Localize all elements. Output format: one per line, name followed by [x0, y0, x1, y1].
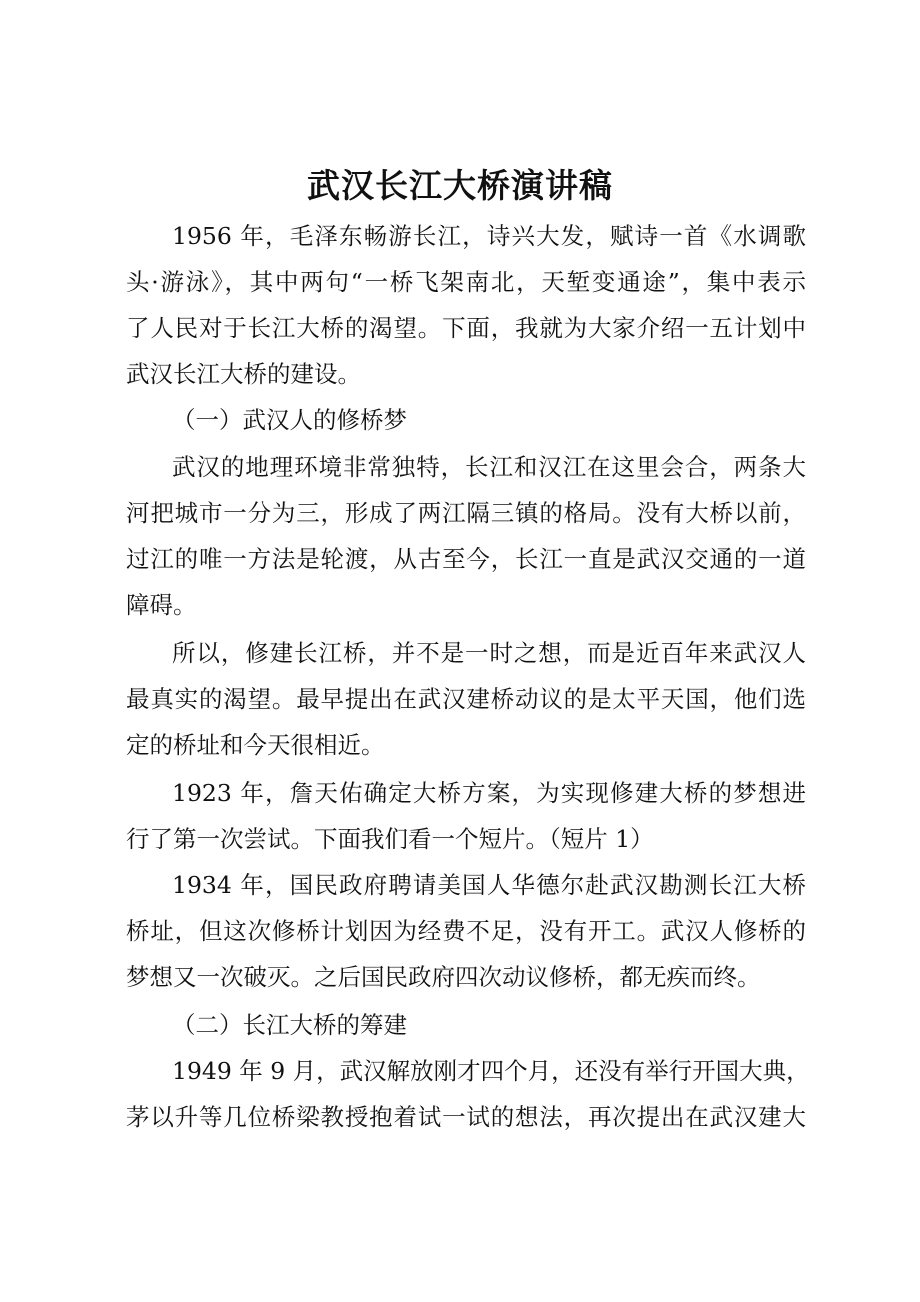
paragraph-line: 1949 年 9 月，武汉解放刚才四个月，还没有举行开国大典，: [172, 1057, 810, 1085]
paragraph-line: 河把城市一分为三，形成了两江隔三镇的格局。没有大桥以前，: [126, 499, 806, 527]
paragraph-line: 过江的唯一方法是轮渡，从古至今，长江一直是武汉交通的一道: [126, 545, 806, 573]
paragraph-line: 桥址，但这次修桥计划因为经费不足，没有开工。武汉人修桥的: [126, 917, 806, 945]
paragraph-line: 最真实的渴望。最早提出在武汉建桥动议的是太平天国，他们选: [126, 685, 806, 713]
paragraph-line: 定的桥址和今天很相近。: [126, 731, 385, 759]
paragraph-line: 障碍。: [126, 591, 197, 619]
paragraph-line: 行了第一次尝试。下面我们看一个短片。（短片 1）: [126, 825, 654, 853]
paragraph-line: 了人民对于长江大桥的渴望。下面，我就为大家介绍一五计划中: [126, 314, 806, 342]
paragraph-line: 武汉的地理环境非常独特，长江和汉江在这里会合，两条大: [172, 453, 806, 481]
paragraph-line: 1934 年，国民政府聘请美国人华德尔赴武汉勘测长江大桥: [172, 871, 806, 899]
paragraph-line: 武汉长江大桥的建设。: [126, 360, 361, 388]
paragraph-line: 所以，修建长江桥，并不是一时之想，而是近百年来武汉人: [172, 639, 806, 667]
paragraph-line: 茅以升等几位桥梁教授抱着试一试的想法，再次提出在武汉建大: [126, 1103, 806, 1131]
section-heading: （二）长江大桥的筹建: [172, 1011, 407, 1039]
document-title: 武汉长江大桥演讲稿: [307, 166, 613, 205]
paragraph-line: 梦想又一次破灭。之后国民政府四次动议修桥，都无疾而终。: [126, 963, 761, 991]
paragraph-line: 1923 年，詹天佑确定大桥方案，为实现修建大桥的梦想进: [172, 779, 806, 807]
section-heading: （一）武汉人的修桥梦: [172, 406, 407, 434]
paragraph-line: 1956 年，毛泽东畅游长江，诗兴大发，赋诗一首《水调歌: [172, 222, 806, 250]
paragraph-line: 头·游泳》，其中两句“一桥飞架南北，天堑变通途”，集中表示: [126, 268, 806, 296]
